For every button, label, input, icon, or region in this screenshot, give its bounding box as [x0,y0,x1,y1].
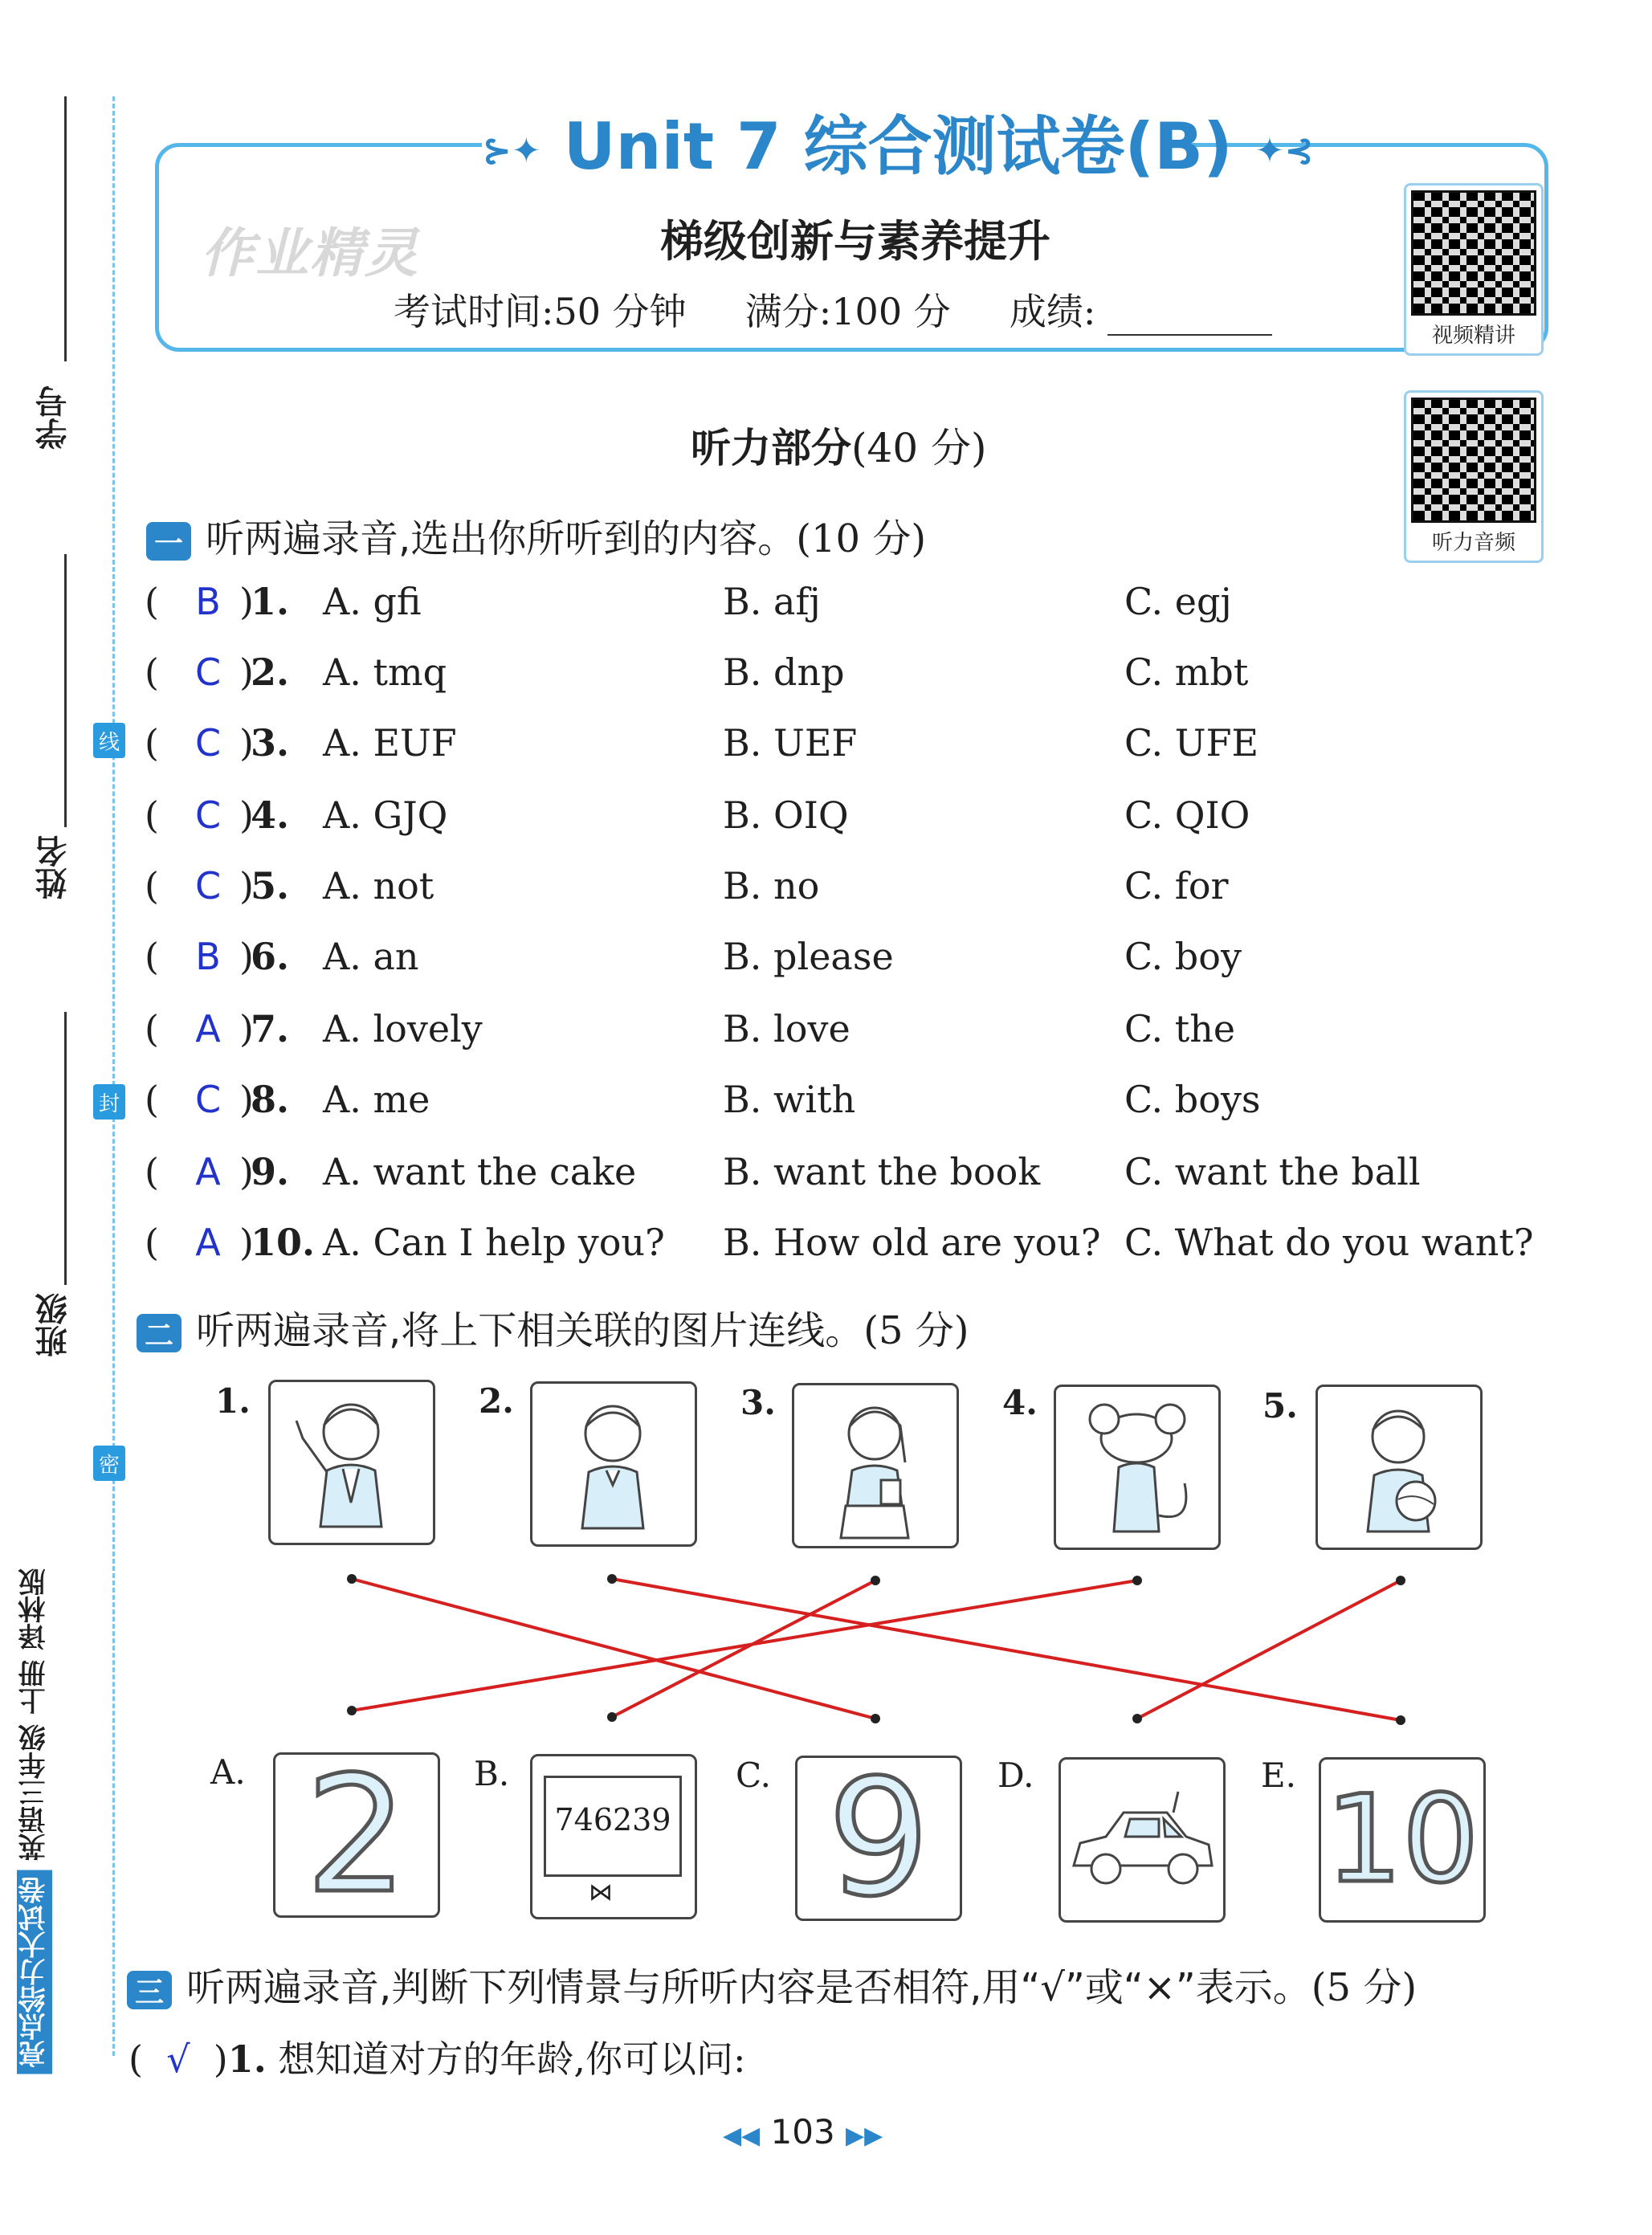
number-10: 10 [1325,1770,1479,1910]
cut-mark-mi: 密 [93,1446,125,1481]
option-c[interactable]: C. the [1124,1007,1236,1050]
paren-left: ( [145,580,159,623]
connector-dot[interactable] [607,1712,617,1722]
paren-left: ( [145,721,159,765]
question-number: 3. [251,721,290,765]
option-b[interactable]: B. no [723,864,820,907]
left-flourish-icon: ⊱✦ [482,130,541,172]
question-number: 6. [251,935,290,978]
top-label-4: 4. [1002,1383,1038,1422]
paren-right: ) [239,1078,254,1121]
section-2-title: 听两遍录音,将上下相关联的图片连线。 [196,1308,864,1353]
bottom-label-e: E. [1261,1756,1297,1795]
top-label-1: 1. [215,1381,251,1421]
prev-arrow-icon: ◀◀ [723,2122,761,2150]
match-line-2-e [612,1579,1401,1720]
top-label-3: 3. [740,1383,776,1422]
section-1-number: 一 [146,522,191,561]
next-arrow-icon: ▶▶ [846,2122,883,2150]
option-b[interactable]: B. How old are you? [723,1221,1101,1264]
answer-choice[interactable]: B [195,580,221,623]
number-9: 9 [827,1756,930,1921]
connector-dot[interactable] [1132,1714,1142,1723]
picture-number-10 [1319,1757,1486,1923]
question-number: 8. [251,1078,290,1121]
paren-right: ) [239,864,254,907]
answer-choice[interactable]: A [195,1007,221,1050]
class-label: 班级 [35,1293,72,1357]
option-c[interactable]: C. mbt [1124,651,1249,694]
listening-points: (40 分) [851,425,987,471]
connector-dot[interactable] [1132,1576,1142,1585]
board-icon [544,1776,682,1877]
paren-right: ) [239,1007,254,1050]
option-a[interactable]: A. lovely [323,1007,483,1050]
number-2: 2 [305,1752,408,1918]
section-3-heading [127,1956,1417,2012]
option-b[interactable]: B. UEF [723,721,858,765]
question-number: 2. [251,651,290,694]
title-unit: Unit 7 [563,109,781,184]
connector-dot[interactable] [347,1574,357,1584]
option-a[interactable]: A. want the cake [323,1150,637,1193]
answer-choice[interactable]: A [195,1150,221,1193]
paren-left: ( [145,793,159,837]
picture-car [1059,1757,1226,1923]
page-footer [723,2112,883,2151]
answer-choice[interactable]: C [194,1078,222,1121]
question-number: 10. [251,1221,316,1264]
option-c[interactable]: C. for [1124,864,1229,907]
toy-car-icon [1061,1760,1223,1920]
answer-choice[interactable]: B [195,935,221,978]
question-number: 1. [251,580,290,623]
match-line-4-a [352,1580,1137,1711]
question-number: 5. [251,864,290,907]
paren-right: ) [239,580,254,623]
section-2-number: 二 [137,1314,182,1352]
section-3-number: 三 [127,1971,172,2009]
paren-left: ( [145,864,159,907]
edition-brand: 亮点给力大试卷 [17,1870,52,2074]
connector-dot[interactable] [871,1576,880,1585]
answer-mark[interactable]: √ [166,2037,190,2081]
answer-choice[interactable]: C [194,864,222,907]
answer-choice[interactable]: C [194,651,222,694]
top-label-2: 2. [479,1381,514,1421]
answer-choice[interactable]: A [195,1221,221,1264]
connector-dot[interactable] [1396,1576,1405,1585]
option-c[interactable]: C. UFE [1124,721,1259,765]
subtitle: 梯级创新与素养提升 [660,216,1050,267]
picture-number-9 [795,1756,962,1921]
option-b[interactable]: B. with [723,1078,856,1121]
question-number: 1. [227,2037,267,2081]
cut-mark-xian: 线 [93,723,125,758]
section-3-points: (5 分) [1311,1965,1417,2010]
section-1-points: (10 分) [796,516,927,561]
paren-left: ( [145,1007,159,1050]
full-score: 满分:100 分 [744,290,951,333]
section-2-points: (5 分) [863,1308,969,1353]
listening-title: 听力部分 [691,425,851,471]
answer-choice[interactable]: C [194,793,222,837]
bottom-label-b: B. [474,1754,510,1793]
question-number: 9. [251,1150,290,1193]
option-a[interactable]: A. an [323,935,419,978]
paren-right: ) [239,721,254,765]
picture-number-2 [273,1752,440,1918]
bottom-label-a: A. [210,1752,246,1792]
picture-phone-number [530,1754,697,1919]
page-number: 103 [770,2112,835,2151]
option-a[interactable]: A. me [323,1078,430,1121]
option-c[interactable]: C. egj [1124,580,1232,623]
section-3-question-1 [128,2030,746,2083]
option-b[interactable]: B. afj [723,580,821,623]
paren-right: ) [239,793,254,837]
score-label: 成绩: [1009,290,1096,333]
bow-icon: ⋈ [589,1878,613,1907]
paren-left: ( [128,2037,167,2081]
cut-mark-feng: 封 [93,1084,125,1120]
option-b[interactable]: B. want the book [723,1150,1041,1193]
paren-right: ) [190,2037,228,2081]
section-1-title: 听两遍录音,选出你所听到的内容。 [206,516,797,561]
option-c[interactable]: C. QIO [1124,793,1250,837]
name-label: 姓名 [35,835,72,899]
edition-text: 英语三年级 上册 译林版 [18,1568,51,1862]
option-b[interactable]: B. please [723,935,894,978]
paren-right: ) [239,651,254,694]
connector-dot[interactable] [347,1706,357,1715]
qr-audio-caption: 听力音频 [1431,531,1515,555]
paren-left: ( [145,935,159,978]
paren-right: ) [239,935,254,978]
paren-right: ) [239,1150,254,1193]
option-c[interactable]: C. boy [1124,935,1242,978]
watermark: 作业精灵 [201,222,419,284]
answer-choice[interactable]: C [194,721,222,765]
option-a[interactable]: A. GJQ [323,793,448,837]
option-c[interactable]: C. What do you want? [1124,1221,1534,1264]
paren-left: ( [145,1078,159,1121]
option-a[interactable]: A. gfi [323,580,422,623]
student-no-label: 学号 [35,385,72,450]
section-3-title: 听两遍录音,判断下列情景与所听内容是否相符,用“√”或“×”表示。 [186,1965,1311,2010]
question-number: 4. [251,793,290,837]
question-number: 7. [251,1007,290,1050]
option-c[interactable]: C. boys [1124,1078,1261,1121]
option-b[interactable]: B. love [723,1007,850,1050]
exam-time: 考试时间:50 分钟 [394,290,687,333]
connector-dot[interactable] [871,1714,880,1723]
title-main: 综合测试卷(B) [803,109,1233,184]
option-b[interactable]: B. dnp [723,651,845,694]
option-a[interactable]: A. not [323,864,434,907]
paren-right: ) [239,1221,254,1264]
paren-left: ( [145,651,159,694]
option-a[interactable]: A. tmq [323,651,447,694]
option-c[interactable]: C. want the ball [1124,1150,1421,1193]
connector-dot[interactable] [607,1574,617,1584]
connector-dot[interactable] [1396,1715,1405,1725]
option-a[interactable]: A. Can I help you? [323,1221,665,1264]
question-text: 想知道对方的年龄,你可以问: [278,2037,746,2081]
option-b[interactable]: B. OIQ [723,793,849,837]
paren-left: ( [145,1150,159,1193]
top-label-5: 5. [1262,1386,1298,1425]
right-flourish-icon: ✦⊰ [1254,130,1315,172]
bottom-label-d: D. [997,1756,1034,1795]
phone-number: 746239 [554,1802,671,1837]
bottom-label-c: C. [736,1756,771,1795]
paren-left: ( [145,1221,159,1264]
qr-video-caption: 视频精讲 [1431,324,1515,348]
option-a[interactable]: A. EUF [323,721,457,765]
